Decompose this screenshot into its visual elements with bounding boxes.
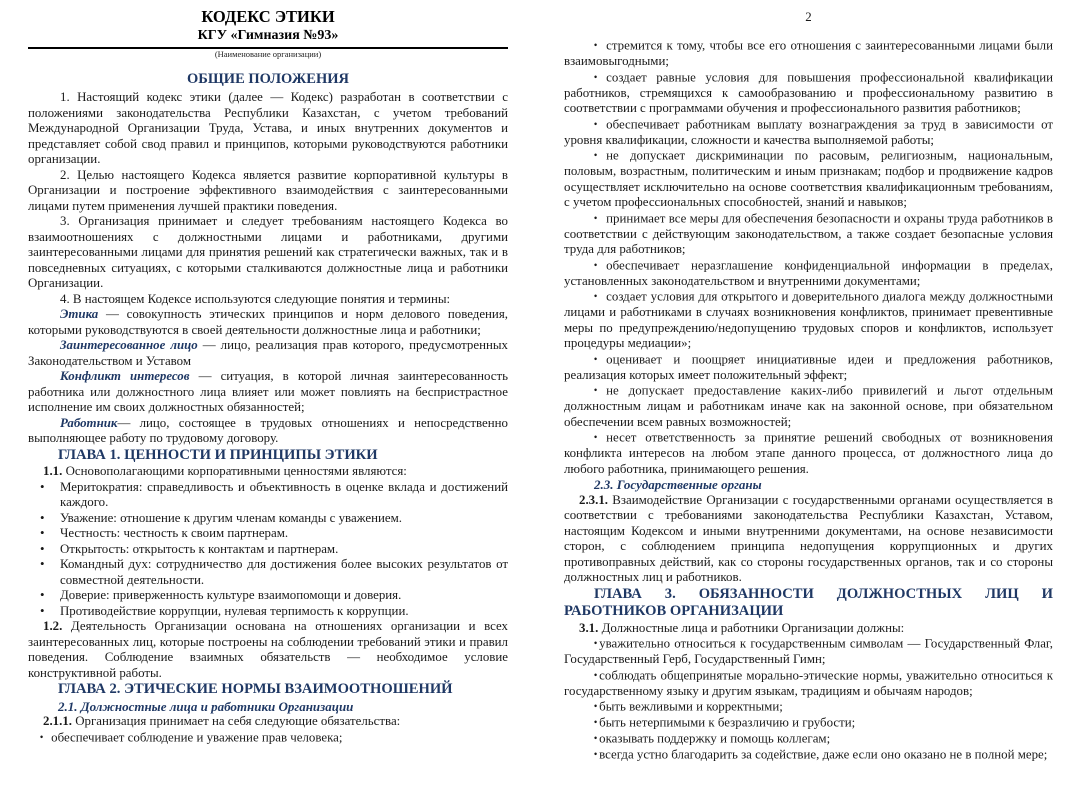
bullet-icon: • [594, 353, 598, 364]
term-definition-ethics [28, 307, 508, 338]
list-item [40, 604, 508, 620]
duty-item [564, 715, 1053, 731]
obligation-text: обеспечивает работникам выплату вознаграждения за труд в зависимости от уровня квалификации, сложности и качества выполняемой работы; [564, 117, 1053, 147]
term-label: Конфликт интересов [60, 369, 190, 383]
bullet-icon: • [594, 432, 598, 442]
duty-text: соблюдать общепринятые морально-этические нормы, уважительно относиться к государственному языку и другим языкам, традициям и обычаям народов; [564, 668, 1053, 698]
list-item [40, 526, 508, 542]
paragraph-1-2 [28, 619, 508, 681]
obligation-text: несет ответственность за принятие решений свободных от возникновения конфликта интересов на любом этапе данного процесса, от должностного лица до любого работника, принимающего решения. [564, 430, 1053, 476]
obligation-item [564, 289, 1053, 352]
obligation-item [564, 148, 1053, 211]
list-item-text: Уважение: отношение к другим членам команды с уважением. [60, 510, 403, 525]
paragraph-3-1 [564, 621, 1053, 637]
paragraph-number: 1.2. [43, 619, 63, 633]
bullet-icon: • [594, 71, 598, 82]
list-item-text: Противодействие коррупции, нулевая терпимость к коррупции. [60, 603, 409, 618]
duty-text: всегда устно благодарить за содействие, даже если оно оказано не в полной мере; [599, 747, 1048, 762]
duty-item [564, 747, 1053, 763]
paragraph-number: 2.1.1. [43, 714, 73, 728]
page-2 [564, 0, 1053, 763]
paragraph-number: 3.1. [579, 620, 599, 635]
paragraph-text: Деятельность Организации основана на отношениях организации и всех заинтересованных лиц, которые построены на соблюдении требований этики и правил поведения. Соблюдение взаимных обязательств — необходимое условие конструктивной работы. [28, 619, 508, 680]
values-list [28, 480, 508, 620]
page-1 [28, 0, 508, 746]
term-definition-employee [28, 416, 508, 447]
list-item [40, 557, 508, 588]
paragraph-text: Основополагающими корпоративными ценностями являются: [62, 464, 407, 478]
term-label: Заинтересованное лицо [60, 338, 198, 352]
chapter-3-heading: ГЛАВА 3. ОБЯЗАННОСТИ ДОЛЖНОСТНЫХ ЛИЦ И РАБОТНИКОВ ОРГАНИЗАЦИИ [564, 585, 1053, 619]
paragraph-number: 2.3.1. [579, 492, 609, 507]
paragraph-2-3-1 [564, 493, 1053, 586]
term-text: — ситуация, в которой личная заинтересованность работника или должностного лица влияет или может повлиять на беспристрастное исполнение им своих должностных обязанностей; [28, 369, 509, 414]
bullet-icon: • [594, 669, 598, 680]
obligation-text: не допускает предоставление каких-либо привилегий и льгот отдельным должностным лицам и работникам иначе как на законной основе, при обязательном обеспечении всем равных возможностей; [564, 383, 1053, 429]
bullet-icon: • [594, 118, 598, 129]
obligation-text: оценивает и поощряет инициативные идеи и предложения работников, реализация которых имеет положительный эффект; [564, 352, 1053, 382]
document-title: КОДЕКС ЭТИКИ [201, 7, 335, 26]
list-item-text: Командный дух: сотрудничество для достижения более высоких результатов от совместной деятельности. [60, 557, 508, 587]
term-text: — лицо, реализация прав которого, предусмотренных Законодательством и Уставом [28, 338, 509, 368]
duty-item [564, 699, 1053, 715]
paragraph-text: Организация принимает на себя следующие обязательства: [72, 714, 401, 728]
bullet-icon: • [594, 717, 598, 727]
obligation-item [564, 352, 1053, 384]
obligation-text: создает равные условия для повышения профессиональной квалификации работников, стремящихся к самообразованию и профессиональному развитию в соответствии с программами обучения и профессионального развития работников; [564, 70, 1053, 115]
term-definition-conflict [28, 369, 508, 416]
chapter-2-heading: ГЛАВА 2. ЭТИЧЕСКИЕ НОРМЫ ВЗАИМООТНОШЕНИЙ [58, 681, 453, 697]
duty-item [564, 636, 1053, 668]
bullet-icon: • [594, 385, 598, 395]
list-item-text: Меритократия: справедливость и объективность в оценке вклада и достижений каждого. [60, 479, 508, 509]
duty-text: оказывать поддержку и помощь коллегам; [599, 731, 831, 746]
chapter-1-heading: ГЛАВА 1. ЦЕННОСТИ И ПРИНЦИПЫ ЭТИКИ [58, 446, 378, 463]
list-item-text: Открытость: открытость к контактам и партнерам. [60, 541, 339, 556]
list-item-text: Доверие: приверженность культуре взаимопомощи и доверия. [60, 588, 402, 602]
duty-text: уважительно относиться к государственным символам — Государственный Флаг, Государственный Герб, Государственный Гимн; [564, 636, 1053, 666]
paragraph-3: 3. Организация принимает и следует требованиям настоящего Кодекса во взаимоотношениях с должностными лицами и работниками, другими заинтересованными лицами для принятия решений как стратегически важных, так и в повседневных ситуациях, с которыми сталкиваются должностные лица и работники Организации. [28, 214, 508, 290]
bullet-icon: • [594, 40, 598, 50]
obligation-item [564, 258, 1053, 290]
duty-item [564, 668, 1053, 700]
bullet-icon: • [594, 638, 598, 648]
bullet-icon: • [40, 541, 45, 556]
bullet-icon: • [40, 588, 45, 602]
duty-item [564, 731, 1053, 747]
obligation-item [564, 38, 1053, 70]
section-2-3-subheading: 2.3. Государственные органы [594, 477, 762, 492]
paragraph-2-1-1 [28, 714, 508, 730]
term-text: — совокупность этических принципов и норм делового поведения, которыми руководствуются в своей деятельности должностные лица и работники; [28, 307, 508, 337]
bullet-icon: • [594, 212, 598, 223]
obligation-item [564, 117, 1053, 149]
paragraph-1: 1. Настоящий кодекс этики (далее — Кодекс) разработан в соответствии с положениями законодательства Республики Казахстан, с учетом требований Международной Организации Труда, Устава, и иных внутренних документов и представляет собой свод правил и принципов, которыми руководствуются работники организации. [28, 90, 508, 166]
bullet-icon: • [40, 479, 45, 494]
list-item [40, 480, 508, 511]
paragraph-text: Взаимодействие Организации с государственными органами осуществляется в соответствии с требованиями законодательства Республики Казахстан, Уставом, настоящим Кодексом и иными внутренними документами, на основе независимости сторон, с соблюдением принципа недопущения коррупционных и других противоправных действий, как со стороны государственных органов, так и со стороны должностных лиц и работников. [564, 492, 1053, 584]
obligation-text: принимает все меры для обеспечения безопасности и охраны труда работников в соответствии с действующим законодательством, а также создает безопасные условия труда для работников; [564, 211, 1053, 256]
bullet-icon: • [40, 603, 45, 618]
page-number: 2 [805, 10, 812, 24]
obligation-item [28, 730, 508, 746]
bullet-icon: • [40, 731, 44, 742]
obligation-item [564, 383, 1053, 430]
bullet-icon: • [40, 526, 45, 540]
organization-name: КГУ «Гимназия №93» [197, 28, 339, 43]
paragraph-1-1 [28, 464, 508, 480]
paragraph-4: 4. В настоящем Кодексе используются следующие понятия и термины: [60, 291, 451, 306]
obligation-item [564, 70, 1053, 117]
bullet-icon: • [594, 701, 598, 711]
obligation-text: обеспечивает соблюдение и уважение прав человека; [51, 730, 343, 744]
term-definition-stakeholder [28, 338, 508, 369]
general-provisions-heading: ОБЩИЕ ПОЛОЖЕНИЯ [187, 71, 349, 87]
bullet-icon: • [40, 557, 45, 571]
term-label: Этика [60, 307, 99, 321]
obligation-text: создает условия для открытого и доверительного диалога между должностными лицами и работниками в случаях возникновения конфликтов, принимает превентивные меры по предупреждению/недопущению трудовых споров и конфликтов, использует процедуры медиации»; [564, 289, 1053, 350]
duty-text: быть нетерпимыми к безразличию и грубости; [599, 715, 856, 730]
obligation-item [564, 211, 1053, 258]
bullet-icon: • [594, 259, 598, 270]
section-2-1-subheading: 2.1. Должностные лица и работники Организации [58, 698, 354, 714]
bullet-icon: • [594, 749, 598, 759]
document-header [28, 7, 508, 60]
list-item [40, 542, 508, 558]
bullet-icon: • [594, 733, 598, 743]
paragraph-text: Должностные лица и работники Организации должны: [598, 620, 905, 635]
term-text: — лицо, состоящее в трудовых отношениях и непосредственно выполняющее работу по трудовому договору. [28, 415, 508, 445]
obligation-text: обеспечивает неразглашение конфиденциальной информации в пределах, установленных законодательством и внутренними документами; [564, 258, 1053, 288]
obligation-item [564, 430, 1053, 477]
paragraph-2: 2. Целью настоящего Кодекса является развитие корпоративной культуры в Организации и построение эффективного взаимодействия с заинтересованными лицами путем применения лучшей практики поведения. [28, 167, 508, 213]
obligation-text: стремится к тому, чтобы все его отношения с заинтересованными лицами были взаимовыгодными; [564, 38, 1053, 68]
bullet-icon: • [594, 291, 598, 301]
obligation-text: не допускает дискриминации по расовым, религиозным, национальным, половым, возрастным, политическим и иным признакам; подбор и продвижение кадров осуществляет исключительно на основе соответствия квалификационным требованиям, с учетом профессиональных способностей, знаний и навыков; [564, 148, 1053, 209]
paragraph-number: 1.1. [43, 464, 63, 478]
duty-text: быть вежливыми и корректными; [599, 699, 783, 714]
organization-name-caption: (Наименование организации) [214, 49, 322, 59]
list-item [40, 588, 508, 604]
list-item [40, 511, 508, 527]
list-item-text: Честность: честность к своим партнерам. [60, 526, 289, 540]
bullet-icon: • [594, 150, 598, 160]
term-label: Работник [60, 415, 118, 430]
bullet-icon: • [40, 510, 45, 525]
